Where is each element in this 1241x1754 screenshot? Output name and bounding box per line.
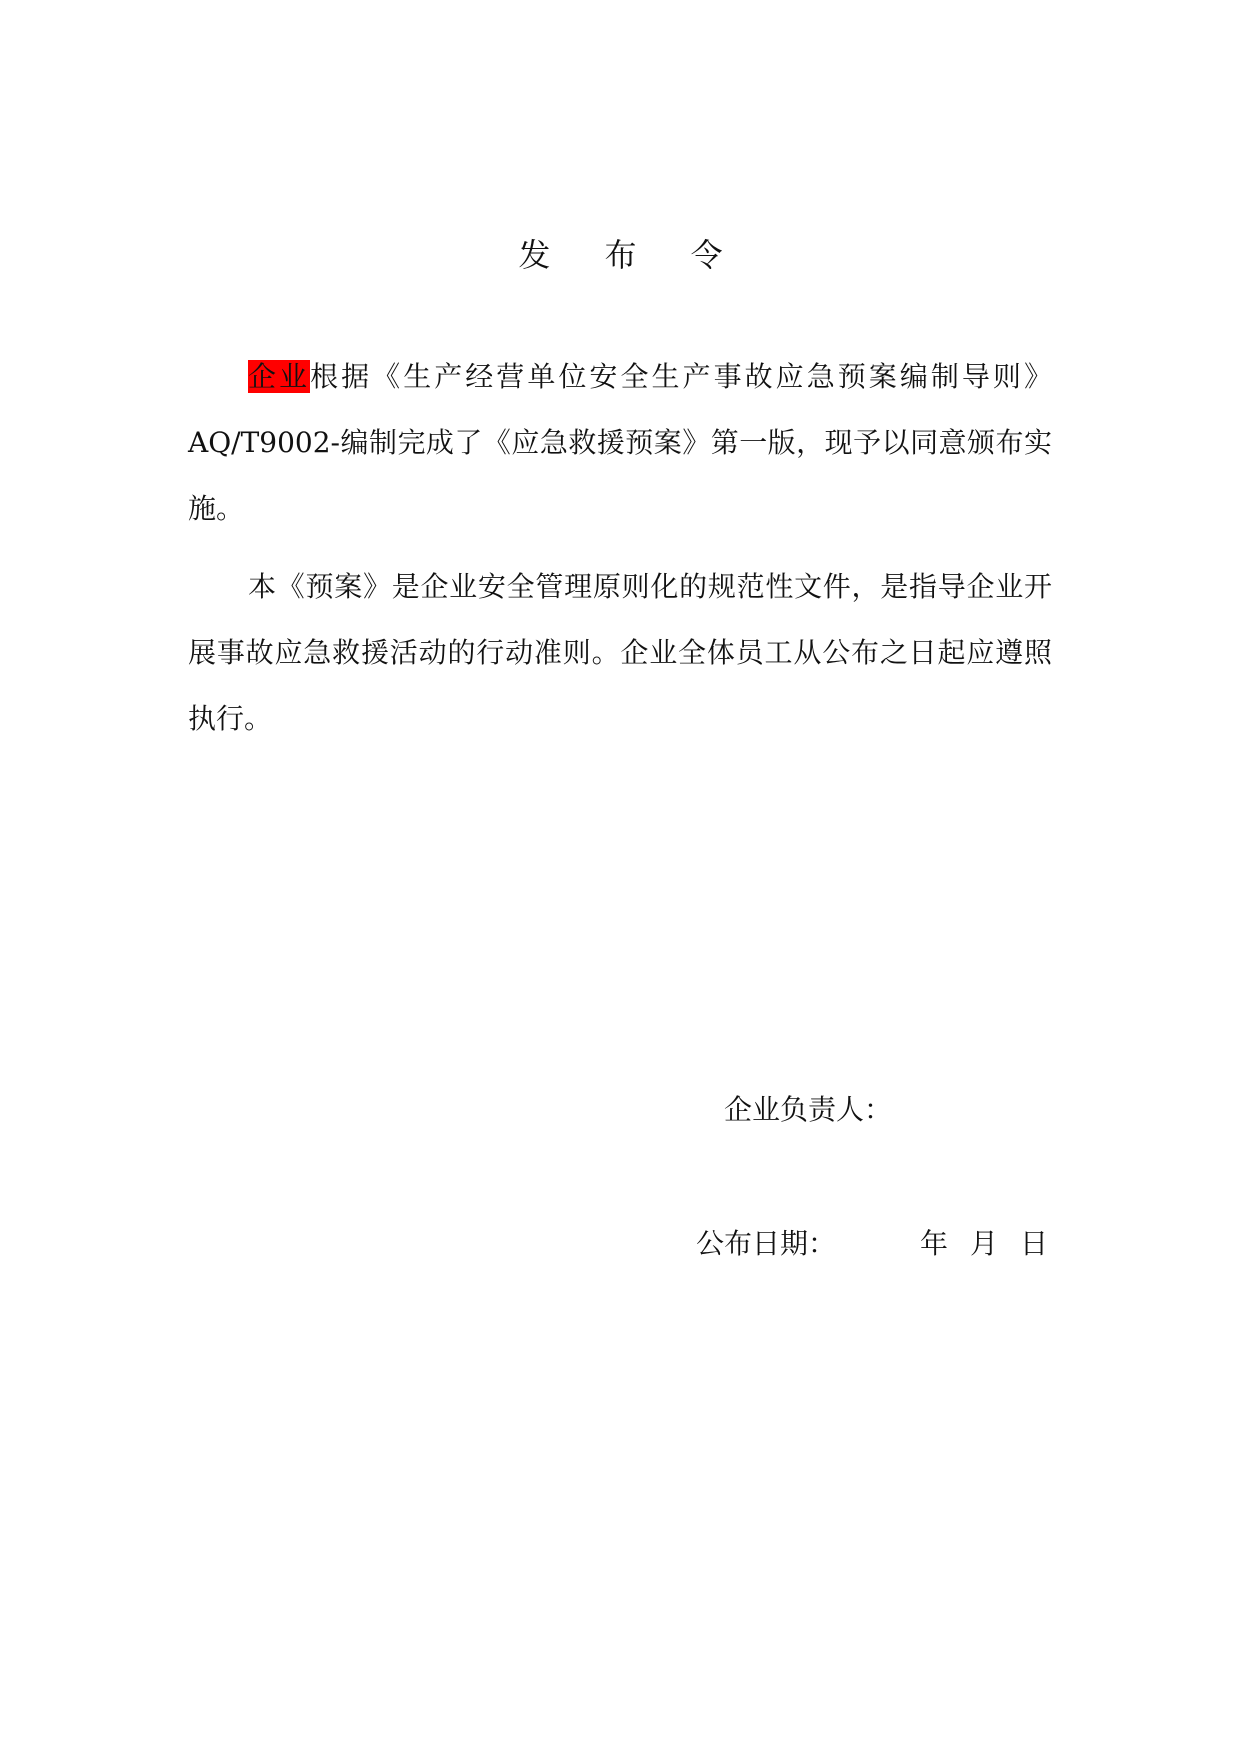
paragraph-2-text: 本《预案》是企业安全管理原则化的规范性文件，是指导企业开展事故应急救援活动的行动准则。企业全体员工从公布之日起应遵照执行。 (188, 570, 1052, 735)
date-month: 月 (970, 1227, 999, 1260)
publish-date-label: 公布日期： (696, 1227, 837, 1260)
responsible-person-label: 企业负责人： (724, 1093, 893, 1126)
date-year: 年 (920, 1227, 949, 1260)
date-day: 日 (1020, 1227, 1049, 1260)
paragraph-1-text: 根据《生产经营单位安全生产事故应急预案编制导则》AQ/T9002-编制完成了《应急救援预案》第一版，现予以同意颁布实施。 (188, 360, 1052, 525)
paragraph-1 (188, 344, 1052, 542)
paragraph-2 (188, 554, 1052, 752)
page-title: 发 布 令 (518, 236, 745, 274)
highlighted-text: 企业 (248, 360, 311, 393)
publish-date-line (696, 1222, 1048, 1262)
